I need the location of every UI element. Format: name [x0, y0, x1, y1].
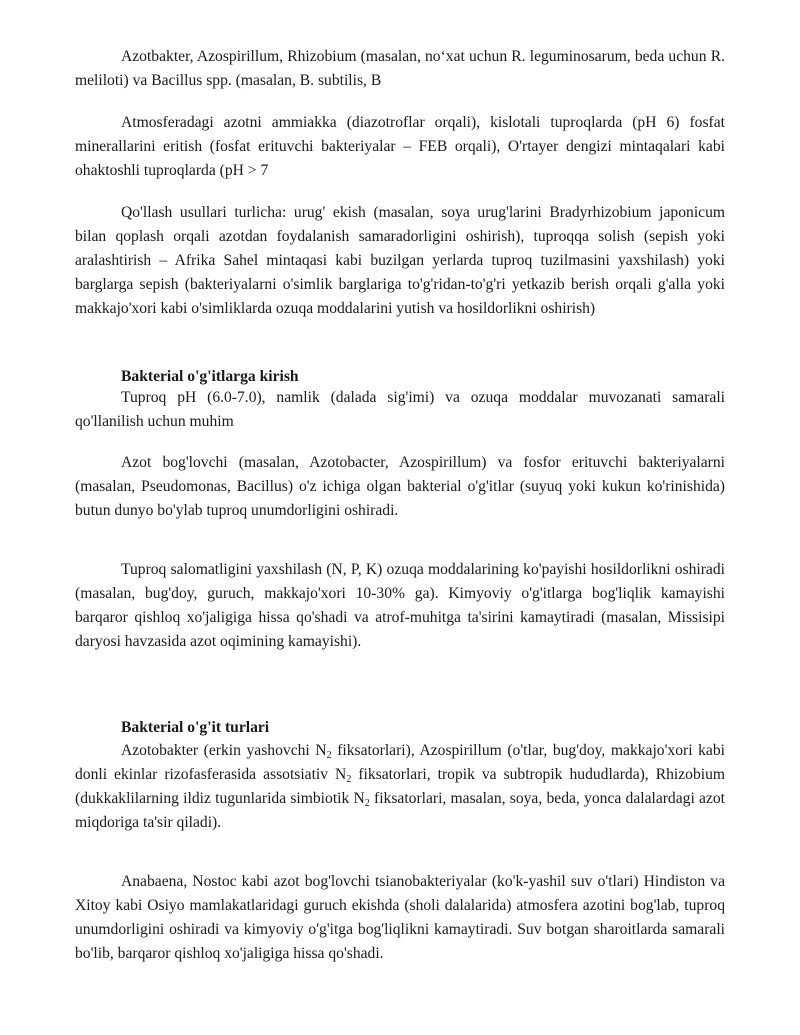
paragraph-biofertilizer-composition: Azot bog'lovchi (masalan, Azotobacter, Azospirillum) va fosfor erituvchi bakteriyalarni (masalan, Pseudomonas, Bacillus) o'z ichiga olgan bakterial o'g'itlar (suyuq yoki kukun ko'rinishida) butun dunyo bo'ylab tuproq unumdorligini oshiradi. [75, 454, 725, 519]
text-fragment: Azotobakter (erkin yashovchi N [121, 742, 327, 759]
subscript-two: 2 [346, 774, 352, 785]
paragraph-nitrogen-fixers [75, 739, 725, 835]
text-fragment: fiksatorlari), Azospirillum (o'tlar, bug'doy, makkajo'xori kabi donli ekinlar rizofasferasida assotsiativ N [75, 742, 725, 783]
paragraph-soil-conditions: Tuproq pH (6.0-7.0), namlik (dalada sig'imi) va ozuqa moddalar muvozanati samarali qo'llanilish uchun muhim [75, 389, 725, 430]
paragraph-cyanobacteria: Anabaena, Nostoc kabi azot bog'lovchi tsianobakteriyalar (ko'k-yashil suv o'tlari) Hindiston va Xitoy kabi Osiyo mamlakatlaridagi guruch ekishda (sholi dalalarida) atmosfera azotini bog'lab, tuproq unumdorligini oshiradi va kimyoviy o'g'itga bog'liqlikni kamaytiradi. Suv botgan sharoitlarda samarali bo'lib, barqaror qishloq xo'jaligiga hissa qo'shadi. [75, 873, 725, 962]
text-fragment: fiksatorlari, masalan, soya, beda, yonca dalalardagi azot miqdoriga ta'sir qiladi). [75, 790, 725, 831]
heading-introduction: Bakterial o'g'itlarga kirish [121, 368, 299, 385]
paragraph-application-methods: Qo'llash usullari turlicha: urug' ekish (masalan, soya urug'larini Bradyrhizobium japonicum bilan qoplash orqali azotdan foydalanish samaradorligini oshirish), tuproqqa solish (sepish yoki aralashtirish – Afrika Sahel mintaqasi kabi buzilgan yerlarda tuproq tuzilmasini yaxshilash) yoki barglarga sepish (bakteriyalarni o'simlik barglariga to'g'ridan-to'g'ri yetkazib berish orqali g'alla yoki makkajo'xori kabi o'simliklarda ozuqa moddalarini yutish va hosildorlikni oshirish) [75, 204, 725, 317]
text-fragment: fiksatorlari, tropik va subtropik hududlarda), Rhizobium (dukkaklilarning ildiz tugunlarida simbiotik N [75, 766, 726, 807]
paragraph-nutrient-mechanisms: Atmosferadagi azotni ammiakka (diazotroflar orqali), kislotali tuproqlarda (pH 6) fosfat minerallarini eritish (fosfat erituvchi bakteriyalar – FEB orqali), O'rtayer dengizi mintaqalari kabi ohaktoshli tuproqlarda (pH > 7 [75, 114, 725, 179]
subscript-two: 2 [326, 750, 332, 761]
heading-fertilizer-types: Bakterial o'g'it turlari [121, 719, 270, 736]
paragraph-bacteria-strains: Azotbakter, Azospirillum, Rhizobium (masalan, no‘xat uchun R. leguminosarum, beda uchun R. meliloti) va Bacillus spp. (masalan, B. subtilis, B [75, 48, 725, 89]
paragraph-soil-health-benefits: Tuproq salomatligini yaxshilash (N, P, K) ozuqa moddalarining ko'payishi hosildorlikni oshiradi (masalan, bug'doy, guruch, makkajo'xori 10-30% ga). Kimyoviy o'g'itlarga bog'liqlik kamayishi barqaror qishloq xo'jaligiga hissa qo'shadi va atrof-muhitga ta'sirini kamaytiradi (masalan, Missisipi daryosi havzasida azot oqimining kamayishi). [75, 561, 725, 650]
subscript-two: 2 [364, 798, 370, 809]
